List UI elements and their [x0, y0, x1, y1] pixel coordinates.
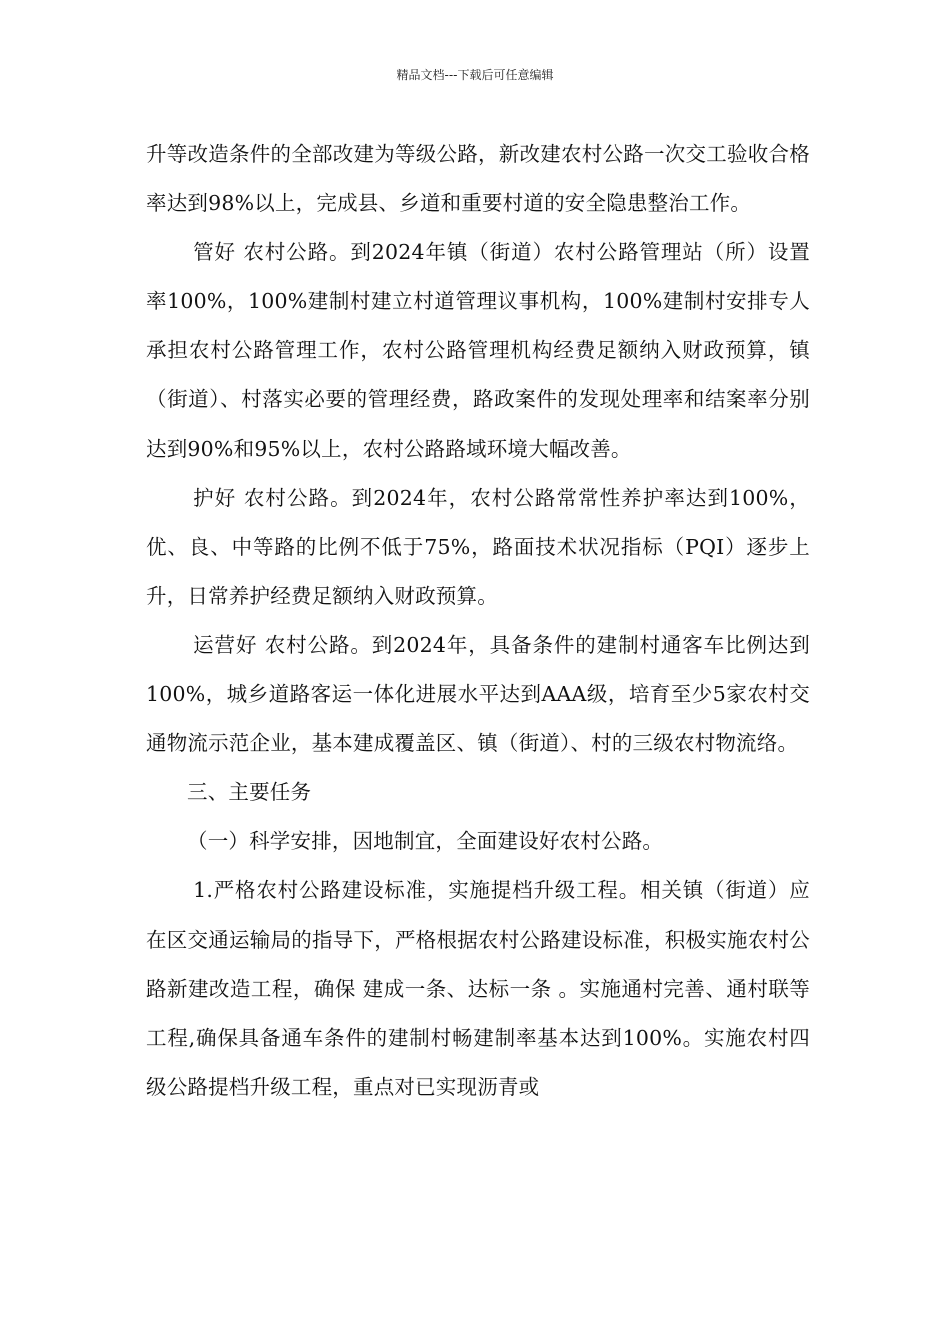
paragraph-operate-roads: 运营好 农村公路。到2024年，具备条件的建制村通客车比例达到100%，城乡道路客运一体化进展水平达到AAA级，培育至少5家农村交通物流示范企业，基本建成覆盖区、镇（街道）、村的三级农村物流络。: [146, 632, 810, 756]
paragraph-maintain-roads: 护好 农村公路。到2024年，农村公路常常性养护率达到100%，优、良、中等路的比例不低于75%，路面技术状况指标（PQI）逐步上升，日常养护经费足额纳入财政预算。: [146, 485, 810, 608]
document-body: [146, 130, 810, 1112]
subsection-heading-build-roads: （一）科学安排，因地制宜，全面建设好农村公路。: [187, 829, 664, 854]
paragraph-manage-roads: 管好 农村公路。到2024年镇（街道）农村公路管理站（所）设置率100%，100%建制村建立村道管理议事机构，100%建制村安排专人承担农村公路管理工作，农村公路管理机构经费足额纳入财政预算，镇（街道）、村落实必要的管理经费，路政案件的发现处理率和结案率分别达到90%和95%以上，农村公路路域环境大幅改善。: [146, 240, 810, 461]
page-header: 精品文档---下载后可任意编辑: [396, 68, 554, 82]
section-heading-main-tasks: 三、主要任务: [187, 780, 312, 805]
paragraph-task-1: 1.严格农村公路建设标准，实施提档升级工程。相关镇（街道）应在区交通运输局的指导下，严格根据农村公路建设标准，积极实施农村公路新建改造工程，确保 建成一条、达标一条 。实施通村完善、通村联等工程,确保具备通车条件的建制村畅建制率基本达到100%。实施农村四级公路提档升级工程，重点对已实现沥青或: [146, 878, 810, 1099]
paragraph-continuation: 升等改造条件的全部改建为等级公路，新改建农村公路一次交工验收合格率达到98%以上，完成县、乡道和重要村道的安全隐患整治工作。: [146, 142, 810, 216]
